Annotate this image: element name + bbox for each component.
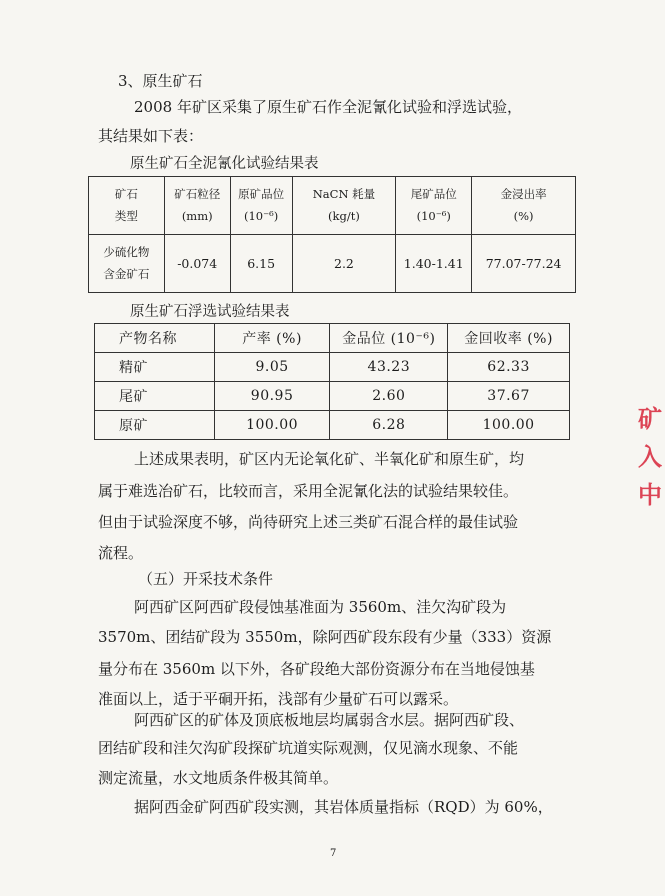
particle-size-cell: -0.074 xyxy=(164,235,230,293)
header-cell: 金品位 (10⁻⁶) xyxy=(330,324,448,353)
para2-line-2: 3570m、团结矿段为 3550m，除阿西矿段东段有少量（333）资源 xyxy=(98,628,552,646)
para1-line-4: 流程。 xyxy=(98,544,144,562)
header-cell: 产物名称 xyxy=(95,324,215,353)
recovery-cell: 37.67 xyxy=(448,382,570,411)
flotation-table xyxy=(94,323,570,440)
yield-cell: 9.05 xyxy=(214,353,330,382)
recovery-cell: 100.00 xyxy=(448,411,570,440)
yield-cell: 100.00 xyxy=(214,411,330,440)
red-seal-stamp: 矿 入 中 xyxy=(638,405,662,509)
para1-line-1: 上述成果表明，矿区内无论氧化矿、半氧化矿和原生矿，均 xyxy=(134,450,525,468)
header-cell: 金浸出率 (%) xyxy=(472,177,576,235)
para2-line-1: 阿西矿区阿西矿段侵蚀基准面为 3560m、洼欠沟矿段为 xyxy=(134,598,507,616)
page-number: 7 xyxy=(330,848,337,859)
table-header-row xyxy=(95,324,570,353)
leach-rate-cell: 77.07-77.24 xyxy=(472,235,576,293)
table1-caption: 原生矿石全泥氰化试验结果表 xyxy=(130,156,319,172)
table-row xyxy=(95,382,570,411)
ore-type-cell: 少硫化物 含金矿石 xyxy=(89,235,165,293)
para4-line-1: 据阿西金矿阿西矿段实测，其岩体质量指标（RQD）为 60%， xyxy=(134,798,553,816)
header-cell: 原矿品位 (10⁻⁶) xyxy=(230,177,292,235)
table-row xyxy=(95,411,570,440)
para3-line-1: 阿西矿区的矿体及顶底板地层均属弱含水层。据阿西矿段、 xyxy=(134,711,525,729)
para2-line-4: 准面以上，适于平硐开拓，浅部有少量矿石可以露采。 xyxy=(98,690,459,708)
product-cell: 尾矿 xyxy=(95,382,215,411)
gold-grade-cell: 2.60 xyxy=(330,382,448,411)
para1-line-3: 但由于试验深度不够，尚待研究上述三类矿石混合样的最佳试验 xyxy=(98,513,519,531)
product-cell: 精矿 xyxy=(95,353,215,382)
header-cell: 尾矿品位 (10⁻⁶) xyxy=(396,177,472,235)
section-heading: （五）开采技术条件 xyxy=(138,570,274,588)
para3-line-3: 测定流量，水文地质条件极其简单。 xyxy=(98,769,339,787)
header-cell: 金回收率 (%) xyxy=(448,324,570,353)
table-row xyxy=(95,353,570,382)
cyanidation-table xyxy=(88,176,576,293)
yield-cell: 90.95 xyxy=(214,382,330,411)
table-header-row xyxy=(89,177,576,235)
nacn-cell: 2.2 xyxy=(292,235,396,293)
sub-heading: 3、原生矿石 xyxy=(118,72,203,90)
gold-grade-cell: 6.28 xyxy=(330,411,448,440)
header-cell: NaCN 耗量 (kg/t) xyxy=(292,177,396,235)
recovery-cell: 62.33 xyxy=(448,353,570,382)
para3-line-2: 团结矿段和洼欠沟矿段探矿坑道实际观测，仅见滴水现象、不能 xyxy=(98,739,519,757)
header-cell: 矿石粒径 (mm) xyxy=(164,177,230,235)
para2-line-3: 量分布在 3560m 以下外，各矿段绝大部份资源分布在当地侵蚀基 xyxy=(98,660,535,678)
header-cell: 产率 (%) xyxy=(214,324,330,353)
table2-caption: 原生矿石浮选试验结果表 xyxy=(130,304,290,320)
tailing-grade-cell: 1.40-1.41 xyxy=(396,235,472,293)
product-cell: 原矿 xyxy=(95,411,215,440)
ore-grade-cell: 6.15 xyxy=(230,235,292,293)
intro-line-2: 其结果如下表： xyxy=(98,127,204,145)
table-row xyxy=(89,235,576,293)
gold-grade-cell: 43.23 xyxy=(330,353,448,382)
header-cell: 矿石 类型 xyxy=(89,177,165,235)
para1-line-2: 属于难选冶矿石，比较而言，采用全泥氰化法的试验结果较佳。 xyxy=(98,482,519,500)
intro-line-1: 2008 年矿区采集了原生矿石作全泥氰化试验和浮选试验， xyxy=(134,98,522,116)
